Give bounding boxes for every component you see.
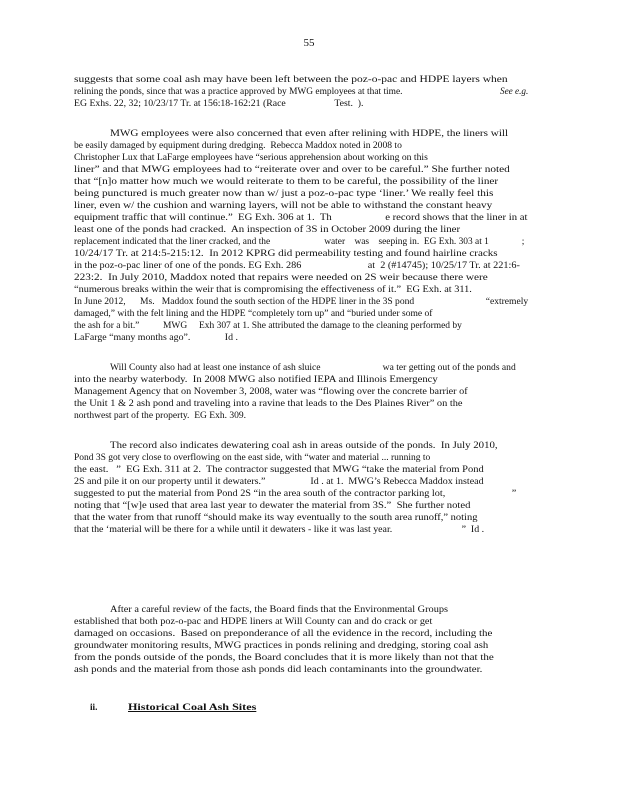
text-line: being punctured is much greater now than w/ just a poz-o-pac type ‘liner.’ We really feel this (74, 188, 494, 198)
text-line: suggests that some coal ash may have been left between the poz-o-pac and HDPE layers when (74, 74, 508, 84)
text-line: suggested to put the material from Pond 2S “in the area south of the contractor parking lot, ” (74, 488, 517, 498)
text-line: noting that “[w]e used that area last year to dewater the material from 3S.” She further noted (74, 500, 471, 510)
text-line: be easily damaged by equipment during dredging. Rebecca Maddox noted in 2008 to (74, 140, 402, 150)
text-line: least one of the ponds had cracked. An inspection of 3S in October 2009 during the liner (74, 224, 461, 234)
page-number: 55 (303, 37, 315, 49)
text-line: In June 2012, Ms. Maddox found the south section of the HDPE liner in the 3S pond “extremely (74, 296, 529, 306)
text-line: MWG employees were also concerned that even after relining with HDPE, the liners will (110, 128, 509, 138)
text-line: groundwater monitoring results, MWG practices in ponds relining and dredging, storing coal ash (74, 640, 489, 650)
text-line: in the poz-o-pac liner of one of the ponds. EG Exh. 286 at 2 (#14745); 10/25/17 Tr. at 221:6- (74, 260, 520, 270)
text-line: 2S and pile it on our property until it dewaters.” Id . at 1. MWG’s Rebecca Maddox instead (74, 476, 484, 486)
text-line: Management Agency that on November 3, 2008, water was “flowing over the concrete barrier of (74, 386, 468, 396)
text-line: “numerous breaks within the weir that is compromising the effectiveness of it.” EG Exh. at 311. (74, 284, 472, 294)
text-line: Pond 3S got very close to overflowing on the east side, with “water and material ... running to (74, 452, 431, 462)
text-line: After a careful review of the facts, the Board finds that the Environmental Groups (110, 604, 449, 614)
text-line: liner” and that MWG employees had to “reiterate over and over to be careful.” She further noted (74, 164, 510, 174)
section-number: ii. (90, 702, 98, 712)
text-line: 10/24/17 Tr. at 214:5-215:12. In 2012 KPRG did permeability testing and found hairline cracks (74, 248, 498, 258)
text-line: established that both poz-o-pac and HDPE liners at Will County can and do crack or get (74, 616, 433, 626)
text-line: the ash for a bit.” MWG Exh 307 at 1. She attributed the damage to the cleaning performed by (74, 320, 462, 330)
text-line: the east. ” EG Exh. 311 at 2. The contractor suggested that MWG “take the material from Pond (74, 464, 484, 474)
text-line: northwest part of the property. EG Exh. 309. (74, 410, 247, 420)
citation-signal: See e.g. (500, 86, 529, 96)
text-line: Will County also had at least one instance of ash sluice wa ter getting out of the ponds and (110, 362, 516, 372)
text-line: liner, even w/ the cushion and warning layers, will not be able to withstand the constant heavy (74, 200, 493, 210)
text-line: from the ponds outside of the ponds, the Board concludes that it is more likely than not that the (74, 652, 494, 662)
text-line: LaFarge “many months ago”. Id . (74, 332, 238, 342)
text-line: damaged on occasions. Based on preponderance of all the evidence in the record, including the (74, 628, 493, 638)
text-line: damaged,” with the felt lining and the HDPE “completely torn up” and “buried under some of (74, 308, 433, 318)
text-line: the Unit 1 & 2 ash pond and traveling into a ravine that leads to the Des Plaines River” on the (74, 398, 463, 408)
text-line: equipment traffic that will continue.” EG Exh. 306 at 1. Th e record shows that the liner in at (74, 212, 528, 222)
text-line: 223:2. In July 2010, Maddox noted that repairs were needed on 2S weir because there were (74, 272, 488, 282)
text-line: The record also indicates dewatering coal ash in areas outside of the ponds. In July 2010, (110, 440, 498, 450)
text-line: relining the ponds, since that was a practice approved by MWG employees at that time. (74, 86, 403, 96)
text-line: into the nearby waterbody. In 2008 MWG also notified IEPA and Illinois Emergency (74, 374, 438, 384)
text-line: replacement indicated that the liner cracked, and the water was seeping in. EG Exh. 303 at 1 ; (74, 236, 525, 246)
text-line: that the ‘material will be there for a while until it dewaters - like it was last year. ” Id . (74, 524, 485, 534)
text-line: EG Exhs. 22, 32; 10/23/17 Tr. at 156:18-162:21 (Race Test. ). (74, 98, 364, 108)
text-line: that “[n]o matter how much we would reiterate to them to be careful, the possibility of the liner (74, 176, 499, 186)
text-line: Christopher Lux that LaFarge employees have “serious apprehension about working on this (74, 152, 428, 162)
section-title: Historical Coal Ash Sites (128, 702, 257, 712)
text-line: ash ponds and the material from those ash ponds did leach contaminants into the groundwater. (74, 664, 483, 674)
text-line: that the water from that runoff “should make its way eventually to the south area runoff,” noting (74, 512, 478, 522)
